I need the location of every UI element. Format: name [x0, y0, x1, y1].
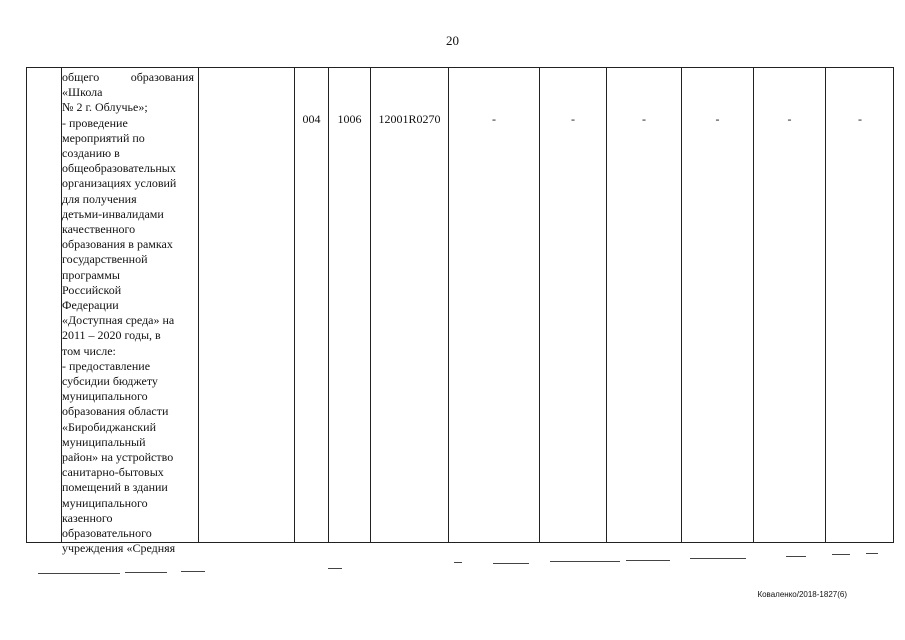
description-line: образовательного	[62, 526, 152, 541]
scan-artifact	[454, 562, 462, 563]
column-divider	[198, 68, 199, 542]
scan-artifact	[328, 568, 342, 569]
description-line: Федерации	[62, 298, 119, 313]
value-cell: -	[642, 112, 646, 126]
description-line: образования области	[62, 404, 169, 419]
description-line: «Биробиджанский	[62, 419, 156, 434]
description-line: мероприятий по	[62, 130, 145, 145]
description-line: № 2 г. Облучье»;	[62, 100, 148, 115]
value-cell: -	[787, 112, 792, 126]
column-divider	[825, 68, 826, 542]
description-line: «Школа	[62, 85, 103, 100]
description-line: - проведение	[62, 115, 128, 130]
description-line: «Доступная среда» на	[62, 313, 175, 328]
description-line: 2011 – 2020 годы, в	[62, 328, 161, 343]
column-divider	[328, 68, 329, 542]
description-line: государственной	[62, 252, 148, 267]
scan-artifact	[181, 571, 205, 572]
column-divider	[753, 68, 754, 542]
description-line: - предоставление	[62, 358, 151, 373]
document-code: Коваленко/2018-1827(6)	[757, 590, 847, 599]
column-divider	[370, 68, 371, 542]
column-divider	[606, 68, 607, 542]
description-line: субсидии бюджету	[62, 374, 158, 389]
grbs-code: 004	[302, 112, 321, 126]
description-line: учреждения «Средняя	[62, 541, 176, 556]
description-line: том числе:	[62, 343, 116, 358]
description-line: общеобразовательных	[62, 161, 176, 176]
scan-artifact	[493, 563, 529, 564]
scan-artifact	[550, 561, 620, 562]
column-divider	[681, 68, 682, 542]
description-line: программы	[62, 267, 120, 282]
scan-artifact	[626, 560, 670, 561]
description-line: общего образования	[62, 70, 194, 84]
value-cell: -	[492, 112, 496, 126]
scan-artifact	[786, 556, 806, 557]
column-divider	[294, 68, 295, 542]
scan-artifact	[690, 558, 746, 559]
column-divider	[448, 68, 449, 542]
description-line: казенного	[62, 510, 113, 525]
description-line: детьми-инвалидами	[62, 206, 164, 221]
description-line: район» на устройство	[62, 450, 174, 465]
description-line: санитарно-бытовых	[62, 465, 164, 480]
description-line: муниципального	[62, 389, 148, 404]
scan-artifact	[832, 554, 850, 555]
target-article-code: 12001R0270	[378, 112, 441, 126]
description-line: организациях условий	[62, 176, 177, 191]
value-cell: -	[858, 112, 862, 126]
budget-table	[26, 67, 894, 556]
description-line: муниципальный	[62, 434, 146, 449]
description-line: для получения	[62, 191, 137, 206]
description-line: муниципального	[62, 495, 148, 510]
scan-artifact	[125, 572, 167, 573]
description-line: помещений в здании	[62, 480, 168, 495]
value-cell: -	[715, 112, 720, 126]
scan-artifact	[38, 573, 120, 574]
scan-artifact	[866, 553, 878, 554]
section-code: 1006	[337, 112, 362, 126]
activity-description	[62, 70, 194, 557]
description-line: образования в рамках	[62, 237, 173, 252]
description-line: Российской	[62, 282, 122, 297]
value-cell: -	[571, 112, 575, 126]
description-line: качественного	[62, 222, 136, 237]
page-number: 20	[446, 33, 459, 48]
column-divider	[539, 68, 540, 542]
description-line: созданию в	[62, 146, 120, 161]
